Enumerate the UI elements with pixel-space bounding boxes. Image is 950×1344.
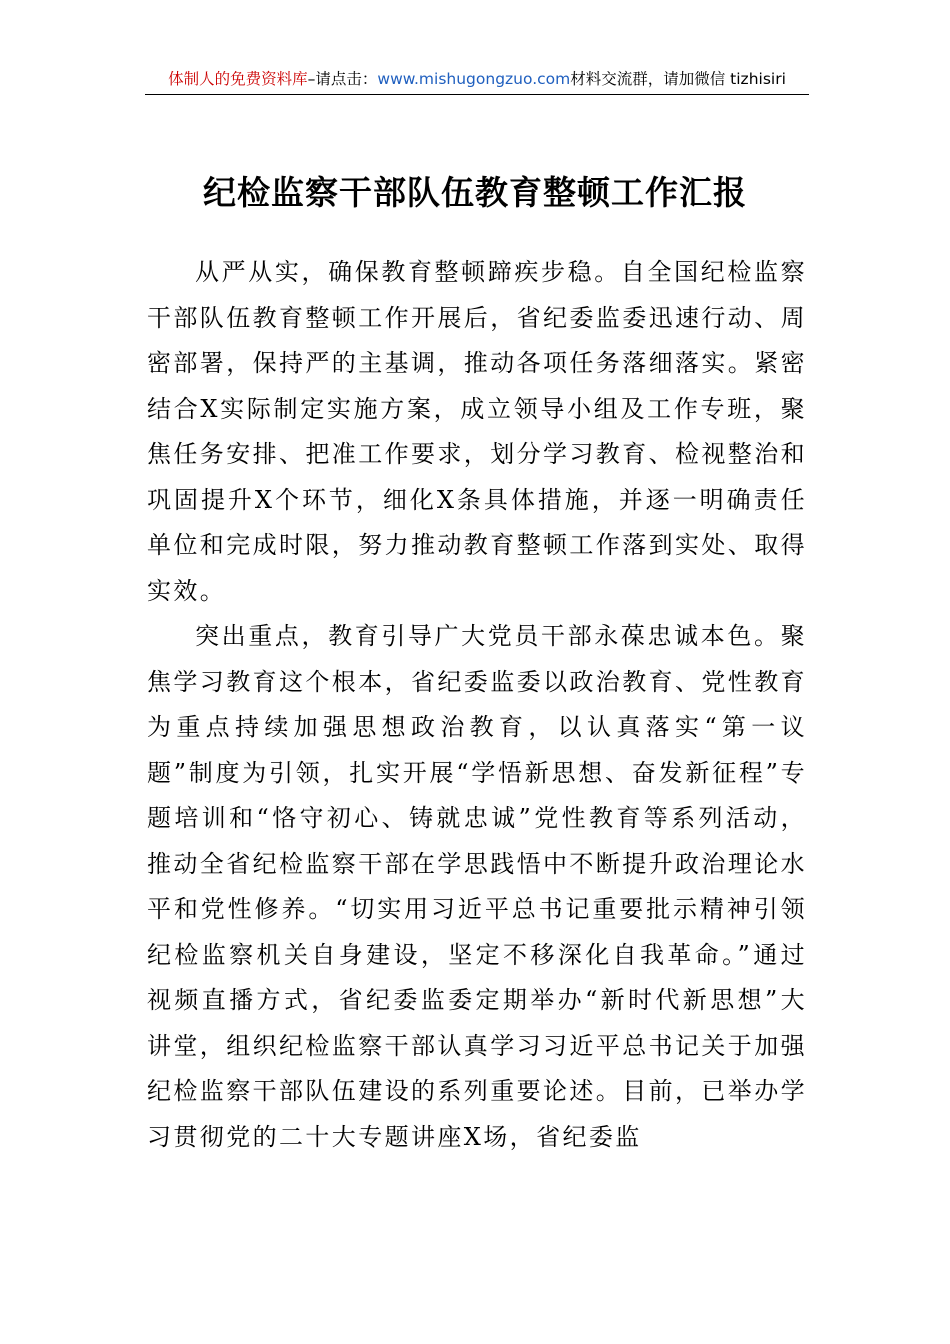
header-tail: 材料交流群，请加微信 tizhisiri — [570, 70, 786, 88]
document-body — [147, 250, 807, 1160]
header-separator: –请点击： — [307, 70, 378, 88]
document-title: 纪检监察干部队伍教育整顿工作汇报 — [203, 173, 747, 212]
paragraph-1: 从严从实，确保教育整顿蹄疾步稳。自全国纪检监察干部队伍教育整顿工作开展后，省纪委监委迅速行动、周密部署，保持严的主基调，推动各项任务落细落实。紧密结合X实际制定实施方案，成立领导小组及工作专班，聚焦任务安排、把准工作要求，划分学习教育、检视整治和巩固提升X个环节，细化X条具体措施，并逐一明确责任单位和完成时限，努力推动教育整顿工作落到实处、取得实效。 — [147, 258, 807, 605]
header-brand: 体制人的免费资料库 — [168, 70, 308, 88]
paragraph-2: 突出重点，教育引导广大党员干部永葆忠诚本色。聚焦学习教育这个根本，省纪委监委以政治教育、党性教育为重点持续加强思想政治教育，以认真落实“第一议题”制度为引领，扎实开展“学悟新思想、奋发新征程”专题培训和“恪守初心、铸就忠诚”党性教育等系列活动，推动全省纪检监察干部在学思践悟中不断提升政治理论水平和党性修养。“切实用习近平总书记重要批示精神引领纪检监察机关自身建设，坚定不移深化自我革命。”通过视频直播方式，省纪委监委定期举办“新时代新思想”大讲堂，组织纪检监察干部认真学习习近平总书记关于加强纪检监察干部队伍建设的系列重要论述。目前，已举办学习贯彻党的二十大专题讲座X场，省纪委监 — [147, 622, 807, 1151]
header-url-link[interactable]: www.mishugongzuo.com — [377, 70, 571, 88]
page-header — [145, 64, 809, 95]
